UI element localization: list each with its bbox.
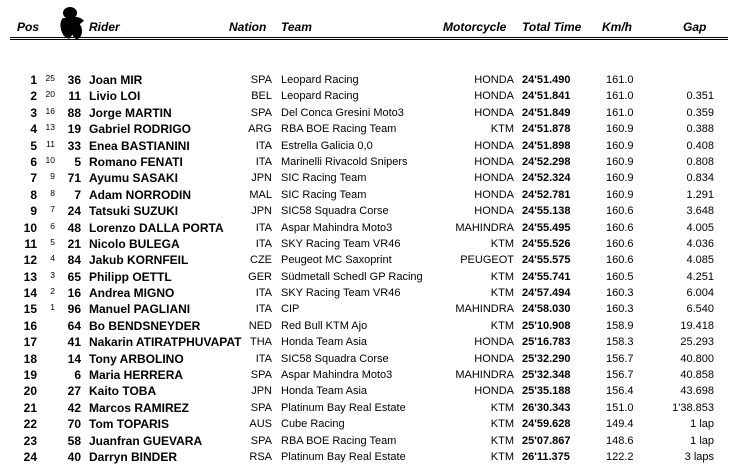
position-cell: 4: [30, 122, 37, 137]
rider-number-cell: 36: [67, 73, 81, 87]
total-time-cell: 24'51.878: [522, 123, 571, 136]
motorcycle-cell: KTM: [490, 237, 514, 250]
table-row: [0, 285, 738, 301]
speed-cell: 122.2: [606, 450, 634, 463]
gap-cell: 40.800: [680, 352, 714, 365]
position-cell: 22: [23, 417, 37, 432]
position-cell: 13: [23, 269, 37, 284]
table-row: [0, 170, 738, 186]
points-cell: 9: [50, 171, 55, 182]
nation-cell: GER: [248, 270, 272, 283]
team-cell: Leopard Racing: [281, 74, 359, 86]
rider-name-cell: Manuel PAGLIANI: [89, 302, 191, 317]
position-cell: 15: [23, 302, 37, 317]
nation-cell: ITA: [255, 287, 272, 300]
header-divider-top: [10, 37, 728, 38]
gap-cell: 1 lap: [690, 434, 714, 447]
gap-cell: 6.004: [686, 287, 714, 300]
motorcycle-cell: MAHINDRA: [455, 369, 514, 382]
team-cell: Leopard Racing: [281, 90, 359, 103]
position-cell: 24: [23, 449, 37, 464]
nation-cell: ITA: [255, 352, 272, 365]
motorcycle-cell: KTM: [490, 319, 514, 332]
position-cell: 11: [24, 236, 37, 251]
position-cell: 5: [30, 138, 37, 153]
rider-number-cell: 96: [67, 302, 81, 317]
team-cell: Del Conca Gresini Moto3: [281, 106, 404, 119]
rider-name-cell: Ayumu SASAKI: [89, 171, 178, 186]
points-cell: 1: [50, 302, 55, 313]
nation-cell: RSA: [249, 450, 272, 463]
rider-number-cell: 84: [67, 253, 81, 268]
team-cell: SIC Racing Team: [281, 188, 367, 201]
team-cell: Cube Racing: [281, 418, 345, 431]
total-time-cell: 25'35.188: [522, 385, 571, 398]
header-gap: Gap: [683, 20, 707, 34]
motorcycle-cell: KTM: [490, 123, 514, 136]
nation-cell: JPN: [251, 172, 272, 185]
nation-cell: SPA: [250, 106, 272, 119]
nation-cell: NED: [248, 319, 272, 332]
motorcycle-cell: KTM: [490, 287, 514, 300]
table-row: [0, 203, 738, 219]
table-row: [0, 449, 738, 465]
team-cell: Estrella Galicia 0,0: [281, 139, 373, 152]
gap-cell: 3.648: [686, 205, 714, 218]
header-team: Team: [281, 20, 312, 34]
rider-name-cell: Romano FENATI: [89, 154, 183, 169]
position-cell: 14: [23, 286, 37, 301]
team-cell: Platinum Bay Real Estate: [281, 401, 406, 414]
rider-name-cell: Darryn BINDER: [89, 449, 178, 464]
team-cell: Aspar Mahindra Moto3: [281, 369, 393, 382]
nation-cell: CZE: [250, 254, 272, 267]
gap-cell: 4.251: [686, 270, 714, 283]
header-divider-bottom: [10, 39, 728, 40]
team-cell: Marinelli Rivacold Snipers: [281, 155, 408, 168]
table-row: [0, 383, 738, 399]
motorcycle-cell: HONDA: [474, 385, 514, 398]
position-cell: 18: [23, 351, 37, 366]
total-time-cell: 24'59.628: [522, 418, 571, 431]
points-cell: 3: [50, 269, 55, 280]
speed-cell: 161.0: [606, 74, 634, 86]
rider-name-cell: Tom TOPARIS: [89, 417, 170, 432]
total-time-cell: 24'57.494: [522, 287, 571, 300]
table-row: [0, 88, 738, 104]
total-time-cell: 26'11.375: [522, 450, 570, 463]
rider-name-cell: Joan MIR: [89, 73, 143, 87]
motorcycle-cell: HONDA: [474, 352, 514, 365]
speed-cell: 160.5: [606, 270, 634, 283]
gap-cell: 1 lap: [690, 418, 714, 431]
header-kmh: Km/h: [602, 20, 632, 34]
total-time-cell: 24'51.849: [522, 106, 571, 119]
rider-name-cell: Kaito TOBA: [89, 384, 157, 399]
rider-number-cell: 71: [67, 171, 81, 186]
total-time-cell: 24'51.490: [522, 74, 571, 86]
gap-cell: 40.858: [680, 369, 714, 382]
speed-cell: 151.0: [606, 401, 634, 414]
rider-number-cell: 48: [67, 220, 81, 235]
nation-cell: BEL: [251, 90, 272, 103]
points-cell: 5: [50, 236, 55, 247]
gap-cell: 1'38.853: [672, 401, 714, 414]
total-time-cell: 25'32.290: [522, 352, 571, 365]
table-row: [0, 236, 738, 252]
gap-cell: 0.834: [686, 172, 714, 185]
gap-cell: 19.418: [680, 319, 714, 332]
team-cell: Honda Team Asia: [281, 336, 368, 349]
gap-cell: 1.291: [686, 188, 714, 201]
team-cell: Platinum Bay Real Estate: [281, 450, 406, 463]
total-time-cell: 24'52.324: [522, 172, 571, 185]
table-row: [0, 154, 738, 170]
header-total-time: Total Time: [522, 20, 582, 34]
nation-cell: SPA: [250, 74, 272, 86]
gap-cell: 0.359: [686, 106, 714, 119]
points-cell: 25: [45, 73, 55, 83]
speed-cell: 156.7: [606, 352, 634, 365]
total-time-cell: 25'16.783: [522, 336, 571, 349]
motorcycle-cell: KTM: [490, 401, 514, 414]
table-row: [0, 318, 738, 334]
position-cell: 3: [30, 105, 37, 120]
gap-cell: 25.293: [680, 336, 714, 349]
header-motorcycle: Motorcycle: [443, 20, 507, 34]
rider-number-cell: 41: [67, 335, 81, 350]
nation-cell: AUS: [249, 418, 272, 431]
speed-cell: 161.0: [606, 90, 634, 103]
position-cell: 6: [30, 154, 37, 169]
rider-name-cell: Jakub KORNFEIL: [89, 253, 189, 268]
nation-cell: ITA: [255, 237, 272, 250]
rider-name-cell: Juanfran GUEVARA: [89, 433, 203, 448]
points-cell: 11: [46, 138, 55, 149]
rider-number-cell: 14: [67, 351, 81, 366]
rider-number-cell: 42: [67, 400, 81, 415]
gap-cell: 4.005: [686, 221, 714, 234]
points-cell: 2: [50, 286, 55, 297]
gap-cell: 0.388: [686, 123, 714, 136]
table-row: [0, 72, 738, 88]
team-cell: SIC58 Squadra Corse: [281, 205, 389, 218]
rider-name-cell: Livio LOI: [89, 89, 141, 104]
rider-name-cell: Bo BENDSNEYDER: [89, 318, 201, 333]
team-cell: SKY Racing Team VR46: [281, 237, 401, 250]
total-time-cell: 25'32.348: [522, 369, 571, 382]
rider-number-cell: 58: [67, 433, 81, 448]
position-cell: 17: [23, 335, 37, 350]
motorcycle-cell: HONDA: [474, 90, 514, 103]
table-row: [0, 220, 738, 236]
gap-cell: 4.036: [686, 237, 714, 250]
speed-cell: 160.6: [606, 237, 634, 250]
points-cell: 7: [50, 204, 55, 215]
position-cell: 21: [23, 400, 37, 415]
speed-cell: 160.3: [606, 287, 634, 300]
nation-cell: ITA: [255, 303, 272, 316]
speed-cell: 160.6: [606, 221, 634, 234]
rider-number-cell: 33: [67, 138, 81, 153]
motorcycle-cell: HONDA: [474, 188, 514, 201]
team-cell: Honda Team Asia: [281, 385, 368, 398]
gap-cell: 4.085: [686, 254, 714, 267]
rider-name-cell: Enea BASTIANINI: [89, 138, 190, 153]
rider-name-cell: Tatsuki SUZUKI: [89, 204, 179, 219]
speed-cell: 160.9: [606, 139, 634, 152]
total-time-cell: 24'55.138: [522, 205, 571, 218]
rider-number-cell: 27: [67, 384, 81, 399]
table-row: [0, 433, 738, 449]
table-row: [0, 105, 738, 121]
table-row: [0, 351, 738, 367]
position-cell: 7: [30, 171, 37, 186]
motorcycle-cell: KTM: [490, 418, 514, 431]
motorcycle-cell: KTM: [490, 434, 514, 447]
team-cell: SIC Racing Team: [281, 172, 367, 185]
nation-cell: ITA: [255, 221, 272, 234]
rider-number-cell: 19: [67, 122, 81, 137]
nation-cell: SPA: [250, 434, 272, 447]
position-cell: 8: [30, 187, 37, 202]
position-cell: 23: [23, 433, 37, 448]
team-cell: SIC58 Squadra Corse: [281, 352, 389, 365]
rider-number-cell: 65: [67, 269, 81, 284]
speed-cell: 160.9: [606, 172, 634, 185]
motorcycle-cell: HONDA: [474, 139, 514, 152]
speed-cell: 156.4: [606, 385, 634, 398]
total-time-cell: 24'55.526: [522, 237, 571, 250]
header-rider: Rider: [89, 20, 120, 34]
total-time-cell: 25'10.908: [522, 319, 571, 332]
total-time-cell: 24'55.495: [522, 221, 571, 234]
motorcycle-cell: MAHINDRA: [455, 303, 514, 316]
speed-cell: 161.0: [606, 106, 634, 119]
header-nation: Nation: [229, 20, 267, 34]
speed-cell: 156.7: [606, 369, 634, 382]
total-time-cell: 24'51.898: [522, 139, 571, 152]
total-time-cell: 24'58.030: [522, 303, 571, 316]
position-cell: 16: [23, 318, 37, 333]
rider-number-cell: 11: [68, 89, 81, 104]
nation-cell: ITA: [255, 139, 272, 152]
motorcycle-cell: HONDA: [474, 74, 514, 86]
gap-cell: 0.808: [686, 155, 714, 168]
position-cell: 2: [30, 89, 37, 104]
motorcycle-rider-icon: [57, 6, 87, 40]
table-row: [0, 367, 738, 383]
rider-name-cell: Maria HERRERA: [89, 368, 184, 383]
points-cell: 13: [45, 122, 55, 133]
points-cell: 10: [45, 154, 55, 165]
rider-number-cell: 6: [74, 368, 81, 383]
table-row: [0, 416, 738, 432]
team-cell: CIP: [281, 303, 300, 316]
table-row: [0, 301, 738, 317]
total-time-cell: 24'55.741: [522, 270, 571, 283]
speed-cell: 158.9: [606, 319, 634, 332]
position-cell: 12: [23, 253, 37, 268]
rider-number-cell: 88: [67, 105, 81, 120]
motorcycle-cell: MAHINDRA: [455, 221, 514, 234]
speed-cell: 149.4: [606, 418, 634, 431]
position-cell: 20: [23, 384, 37, 399]
gap-cell: 3 laps: [684, 450, 714, 463]
speed-cell: 160.6: [606, 254, 634, 267]
points-cell: 16: [45, 105, 55, 116]
rider-number-cell: 70: [67, 417, 81, 432]
gap-cell: 6.540: [686, 303, 714, 316]
points-cell: 6: [50, 220, 55, 231]
motorcycle-cell: HONDA: [474, 155, 514, 168]
rider-name-cell: Jorge MARTIN: [89, 105, 172, 120]
speed-cell: 160.3: [606, 303, 634, 316]
results-table: [0, 72, 738, 465]
gap-cell: 0.408: [686, 139, 714, 152]
motorcycle-cell: HONDA: [474, 106, 514, 119]
table-row: [0, 187, 738, 203]
nation-cell: MAL: [249, 188, 272, 201]
nation-cell: SPA: [250, 401, 272, 414]
nation-cell: JPN: [251, 385, 272, 398]
rider-name-cell: Nicolo BULEGA: [89, 236, 180, 251]
rider-name-cell: Philipp OETTL: [89, 269, 172, 284]
nation-cell: SPA: [250, 369, 272, 382]
points-cell: 4: [50, 253, 55, 264]
motorcycle-cell: HONDA: [474, 172, 514, 185]
total-time-cell: 24'55.575: [522, 254, 571, 267]
speed-cell: 158.3: [606, 336, 634, 349]
rider-name-cell: Tony ARBOLINO: [89, 351, 184, 366]
team-cell: Red Bull KTM Ajo: [281, 319, 368, 332]
speed-cell: 160.9: [606, 123, 634, 136]
rider-name-cell: Adam NORRODIN: [89, 187, 192, 202]
nation-cell: ARG: [248, 123, 272, 136]
points-cell: 8: [50, 187, 55, 198]
header-pos: Pos: [17, 20, 40, 34]
speed-cell: 160.9: [606, 188, 634, 201]
motorcycle-cell: HONDA: [474, 336, 514, 349]
total-time-cell: 26'30.343: [522, 401, 571, 414]
position-cell: 19: [23, 368, 37, 383]
team-cell: SKY Racing Team VR46: [281, 287, 401, 300]
results-header: [0, 0, 738, 40]
total-time-cell: 24'51.841: [522, 90, 571, 103]
rider-number-cell: 7: [74, 187, 81, 202]
rider-name-cell: Marcos RAMIREZ: [89, 400, 190, 415]
rider-number-cell: 40: [67, 449, 81, 464]
rider-number-cell: 5: [74, 154, 81, 169]
nation-cell: ITA: [255, 155, 272, 168]
speed-cell: 160.9: [606, 155, 634, 168]
table-row: [0, 121, 738, 137]
speed-cell: 160.6: [606, 205, 634, 218]
rider-name-cell: Lorenzo DALLA PORTA: [89, 220, 224, 235]
team-cell: RBA BOE Racing Team: [281, 123, 397, 136]
rider-name-cell: Andrea MIGNO: [89, 286, 175, 301]
table-row: [0, 400, 738, 416]
total-time-cell: 24'52.781: [522, 188, 571, 201]
rider-number-cell: 21: [67, 236, 81, 251]
motorcycle-cell: PEUGEOT: [460, 254, 514, 267]
position-cell: 9: [30, 204, 37, 219]
team-cell: RBA BOE Racing Team: [281, 434, 397, 447]
gap-cell: 0.351: [686, 90, 714, 103]
total-time-cell: 25'07.867: [522, 434, 571, 447]
position-cell: 1: [30, 73, 37, 87]
total-time-cell: 24'52.298: [522, 155, 571, 168]
team-cell: Aspar Mahindra Moto3: [281, 221, 393, 234]
speed-cell: 148.6: [606, 434, 634, 447]
motorcycle-cell: HONDA: [474, 205, 514, 218]
motorcycle-cell: KTM: [490, 450, 514, 463]
position-cell: 10: [23, 220, 37, 235]
rider-number-cell: 24: [67, 204, 81, 219]
points-cell: 20: [45, 89, 55, 100]
rider-name-cell: Gabriel RODRIGO: [89, 122, 192, 137]
team-cell: Peugeot MC Saxoprint: [281, 254, 392, 267]
rider-name-cell: Nakarin ATIRATPHUVAPAT: [89, 335, 242, 350]
table-row: [0, 334, 738, 350]
motorcycle-cell: KTM: [490, 270, 514, 283]
team-cell: Südmetall Schedl GP Racing: [281, 270, 423, 283]
nation-cell: JPN: [251, 205, 272, 218]
rider-number-cell: 16: [67, 286, 81, 301]
nation-cell: THA: [250, 336, 272, 349]
table-row: [0, 252, 738, 268]
table-row: [0, 269, 738, 285]
table-row: [0, 138, 738, 154]
gap-cell: 43.698: [680, 385, 714, 398]
rider-number-cell: 64: [67, 318, 81, 333]
